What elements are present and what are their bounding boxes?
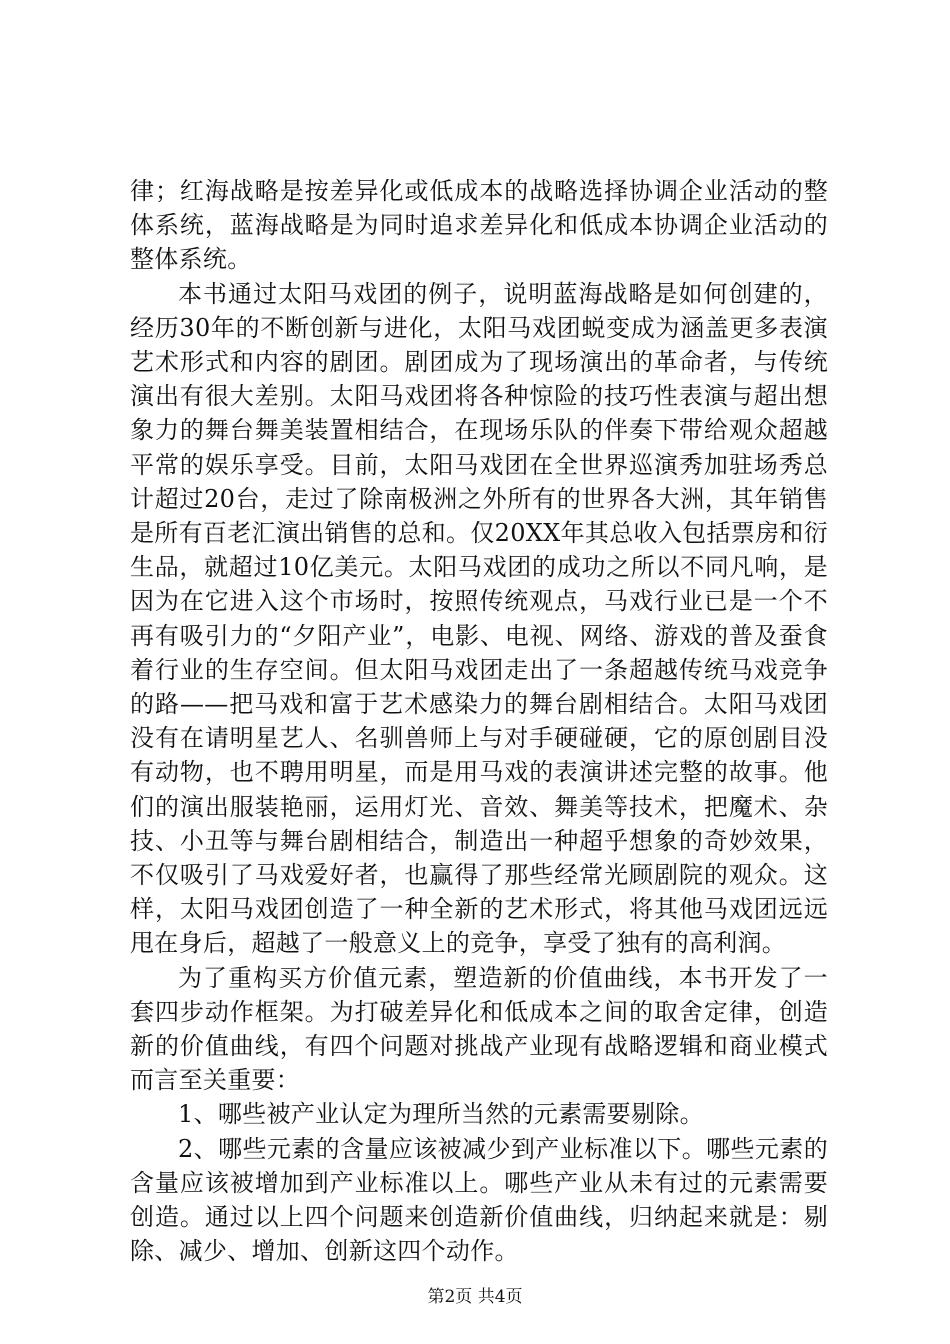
page-footer: 第2页 共4页 [427,1287,523,1307]
paragraph-cirque-du-soleil: 本书通过太阳马戏团的例子，说明蓝海战略是如何创建的，经历30年的不断创新与进化，太阳马戏团蜕变成为涵盖更多表演艺术形式和内容的剧团。剧团成为了现场演出的革命者，与传统演出有很大差别。太阳马戏团将各种惊险的技巧性表演与超出想象力的舞台舞美装置相结合，在现场乐队的伴奏下带给观众超越平常的娱乐享受。目前，太阳马戏团在全世界巡演秀加驻场秀总计超过20台，走过了除南极洲之外所有的世界各大洲，其年销售是所有百老汇演出销售的总和。仅20XX年其总收入包括票房和衍生品，就超过10亿美元。太阳马戏团的成功之所以不同凡响，是因为在它进入这个市场时，按照传统观点，马戏行业已是一个不再有吸引力的“夕阳产业”，电影、电视、网络、游戏的普及蚕食着行业的生存空间。但太阳马戏团走出了一条超越传统马戏竞争的路——把马戏和富于艺术感染力的舞台剧相结合。太阳马戏团没有在请明星艺人、名驯兽师上与对手硬碰硬，它的原创剧目没有动物，也不聘用明星，而是用马戏的表演讲述完整的故事。他们的演出服装艳丽，运用灯光、音效、舞美等技术，把魔术、杂技、小丑等与舞台剧相结合，制造出一种超乎想象的奇妙效果，不仅吸引了马戏爱好者，也赢得了那些经常光顾剧院的观众。这样，太阳马戏团创造了一种全新的艺术形式，将其他马戏团远远甩在身后，超越了一般意义上的竞争，享受了独有的高利润。 [130,279,828,958]
paragraph-four-actions-framework: 为了重构买方价值元素，塑造新的价值曲线，本书开发了一套四步动作框架。为打破差异化和低成本之间的取舍定律，创造新的价值曲线，有四个问题对挑战产业现有战略逻辑和商业模式而言至关重要： [130,963,828,1095]
paragraph-question-2: 2、哪些元素的含量应该被减少到产业标准以下。哪些元素的含量应该被增加到产业标准以上。哪些产业从未有过的元素需要创造。通过以上四个问题来创造新价值曲线，归纳起来就是：剔除、减少、增加、创新这四个动作。 [130,1134,828,1266]
paragraph-continuation: 律；红海战略是按差异化或低成本的战略选择协调企业活动的整体系统，蓝海战略是为同时追求差异化和低成本协调企业活动的整体系统。 [130,177,828,274]
paragraph-question-1: 1、哪些被产业认定为理所当然的元素需要剔除。 [178,1100,704,1129]
document-body [130,174,828,1269]
